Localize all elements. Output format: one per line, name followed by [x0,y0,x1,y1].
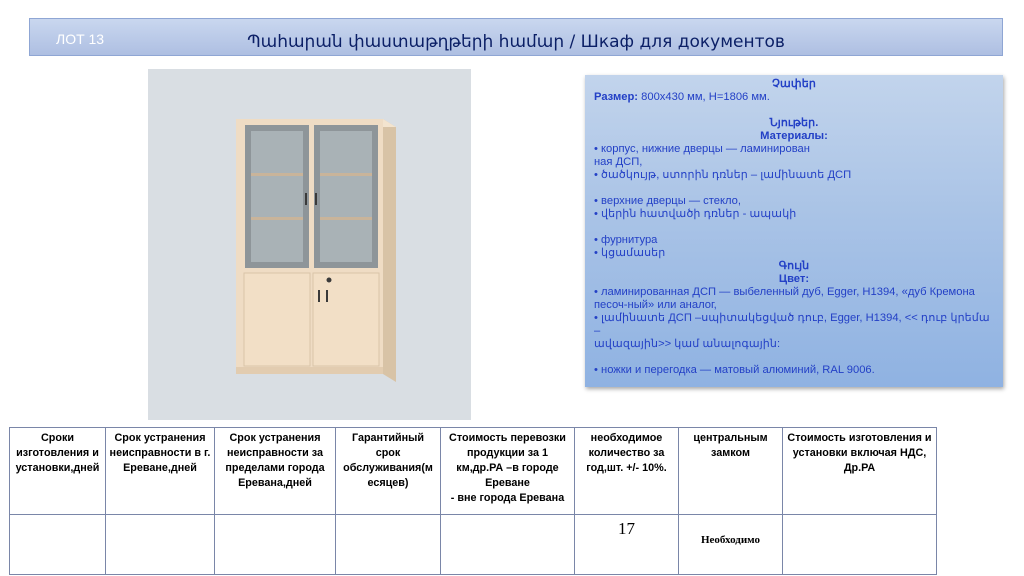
central-lock-value: Необходимо [700,534,761,546]
header-quantity: необходимое количество за год,шт. +/- 10%. [575,428,679,515]
materials-heading-hy: Նյութեր. [769,117,819,129]
color-heading-hy: Գույն [778,260,810,272]
cell-central-lock [679,515,783,575]
material-line: • корпус, нижние дверцы — ламинирован [594,143,810,155]
color-line: песоч-ный» или аналог, [594,299,717,311]
product-photo [148,69,471,420]
material-line: ная ДСП, [594,156,643,168]
page-title: Պահարան փաստաթղթերի համար / Шкаф для документов [247,32,785,52]
cell-warranty[interactable] [336,515,441,575]
header-central-lock: центральным замком [679,428,783,515]
header-warranty: Гарантийный срок обслуживания(м есяцев) [336,428,441,515]
material-line: • фурнитура [594,234,658,246]
header-repair-outside: Срок устранения неисправности за пределами города Еревана,дней [215,428,336,515]
table-header-row [10,428,937,515]
material-line: • կցամասեր [594,247,666,259]
cell-repair-yerevan[interactable] [106,515,215,575]
color-line: ավազային>> կամ անալոգային: [594,338,781,350]
header-manufacture-days: Сроки изготовления и установки,дней [10,428,106,515]
cabinet-illustration [148,69,471,420]
color-line: • ламинированная ДСП — выбеленный дуб, Egger, H1394, «дуб Кремона [594,286,975,298]
cell-total-cost[interactable] [783,515,937,575]
color-line: • լամինատե ДСП –սպիտակեցված դուբ, Egger, H1394, << դուբ կրեմա – [594,312,990,337]
cell-manufacture-days[interactable] [10,515,106,575]
material-line: • ծածկույթ, ստորին դռներ – լամինատե ДСП [594,169,852,181]
material-line: • верхние дверцы — стекло, [594,195,741,207]
cell-transport-cost[interactable] [441,515,575,575]
header-transport-cost [441,428,575,515]
header-total-cost: Стоимость изготовления и установки включая НДС, Др.РА [783,428,937,515]
color-line: • ножки и перегодка — матовый алюминий, RAL 9006. [594,364,875,376]
materials-heading-ru: Материалы: [760,130,828,142]
size-label: Размер: [594,91,639,103]
header-transport-text: Стоимость перевозки продукции за 1 км,др.РА –в городе Ереване - вне города Еревана [449,432,566,504]
cell-repair-outside[interactable] [215,515,336,575]
size-heading: Չափեր [772,78,816,90]
header-repair-yerevan: Срок устранения неисправности в г. Ереване,дней [106,428,215,515]
header-bar [29,18,1003,56]
color-heading-ru: Цвет: [778,273,810,285]
requirements-table [9,427,937,575]
spec-panel [585,75,1003,387]
cell-quantity [575,515,679,575]
material-line: • վերին հատվածի դռներ - ապակի [594,208,797,220]
size-line [594,91,994,104]
quantity-value: 17 [618,519,635,538]
table-row [10,515,937,575]
size-value: 800x430 мм, H=1806 мм. [638,91,770,103]
lot-label: ЛОТ 13 [56,31,105,47]
